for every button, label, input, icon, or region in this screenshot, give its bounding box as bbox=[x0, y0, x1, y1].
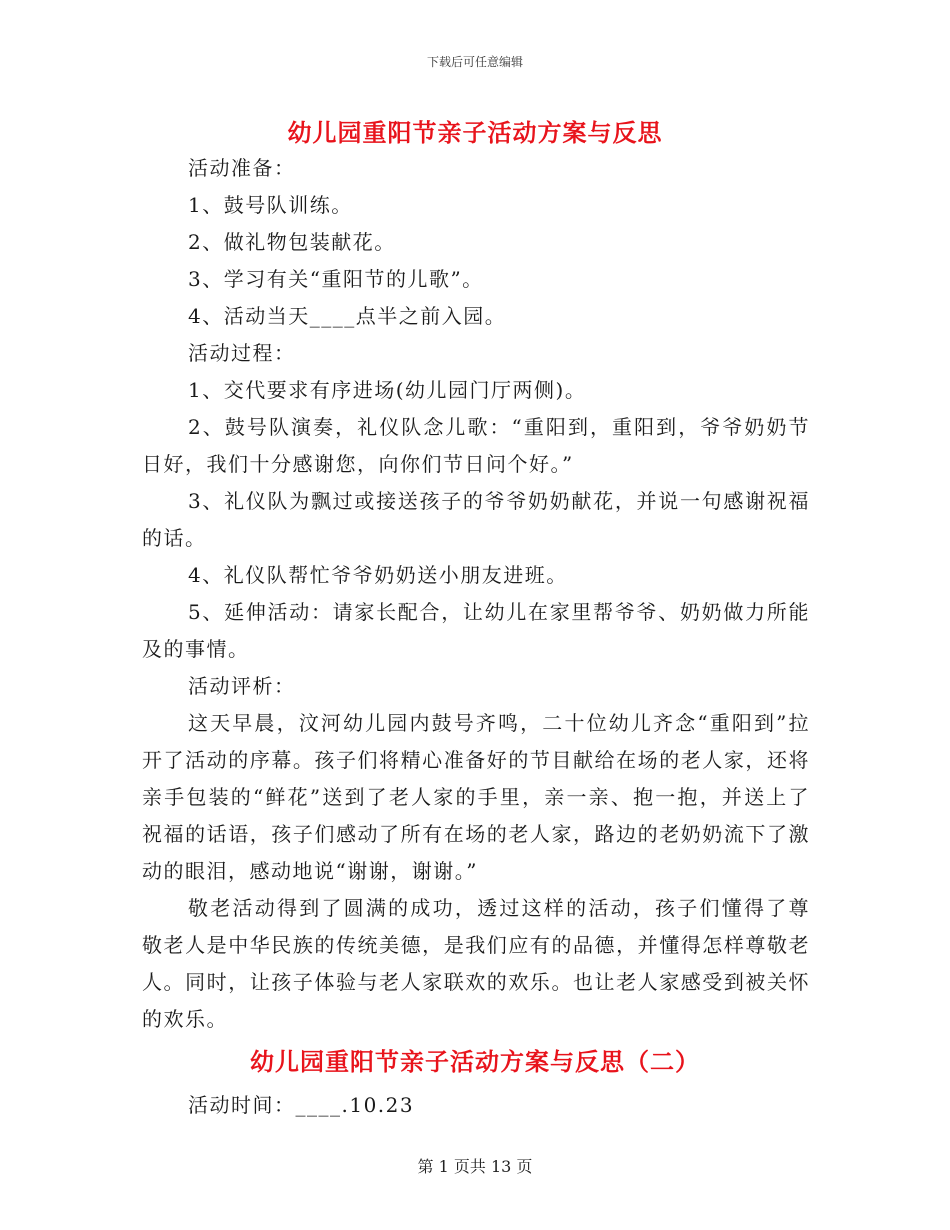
paragraph-prep-3: 3、学习有关“重阳节的儿歌”。 bbox=[188, 267, 484, 291]
section-two-body bbox=[142, 1087, 810, 1124]
page-footer: 第 1 页共 13 页 bbox=[417, 1157, 533, 1176]
paragraph-review-1: 这天早晨，汶河幼儿园内鼓号齐鸣，二十位幼儿齐念“重阳到”拉开了活动的序幕。孩子们将精心准备好的节目献给在场的老人家，还将亲手包装的“鲜花”送到了老人家的手里，亲一亲、抱一抱，并送上了祝福的话语，孩子们感动了所有在场的老人家，路边的老奶奶流下了激动的眼泪，感动地说“谢谢，谢谢。” bbox=[142, 711, 810, 883]
paragraph-review-heading: 活动评析： bbox=[188, 674, 296, 698]
paragraph-process-3: 3、礼仪队为飘过或接送孩子的爷爷奶奶献花，并说一句感谢祝福的话。 bbox=[142, 489, 810, 550]
paragraph-prep-4: 4、活动当天____点半之前入园。 bbox=[188, 304, 507, 328]
paragraph-process-5: 5、延伸活动：请家长配合，让幼儿在家里帮爷爷、奶奶做力所能及的事情。 bbox=[142, 600, 810, 661]
paragraph-review-2: 敬老活动得到了圆满的成功，透过这样的活动，孩子们懂得了尊敬老人是中华民族的传统美德，是我们应有的品德，并懂得怎样尊敬老人。同时，让孩子体验与老人家联欢的欢乐。也让老人家感受到被关怀的欢乐。 bbox=[142, 896, 810, 1031]
paragraph-process-heading: 活动过程： bbox=[188, 341, 296, 365]
document-title: 幼儿园重阳节亲子活动方案与反思 bbox=[287, 118, 663, 147]
paragraph-activity-time: 活动时间：____.10.23 bbox=[188, 1093, 415, 1117]
paragraph-process-1: 1、交代要求有序进场(幼儿园门厅两侧)。 bbox=[188, 378, 587, 402]
header-note: 下载后可任意编辑 bbox=[426, 55, 523, 69]
paragraph-process-2: 2、鼓号队演奏，礼仪队念儿歌：“重阳到，重阳到，爷爷奶奶节日好，我们十分感谢您，向你们节日问个好。” bbox=[142, 415, 810, 476]
paragraph-process-4: 4、礼仪队帮忙爷爷奶奶送小朋友进班。 bbox=[188, 563, 568, 587]
paragraph-prep-2: 2、做礼物包装献花。 bbox=[188, 230, 396, 254]
paragraph-prep-heading: 活动准备： bbox=[188, 156, 296, 180]
document-body bbox=[142, 150, 810, 1038]
paragraph-prep-1: 1、鼓号队训练。 bbox=[188, 193, 353, 217]
section-two-title: 幼儿园重阳节亲子活动方案与反思（二） bbox=[250, 1047, 700, 1076]
